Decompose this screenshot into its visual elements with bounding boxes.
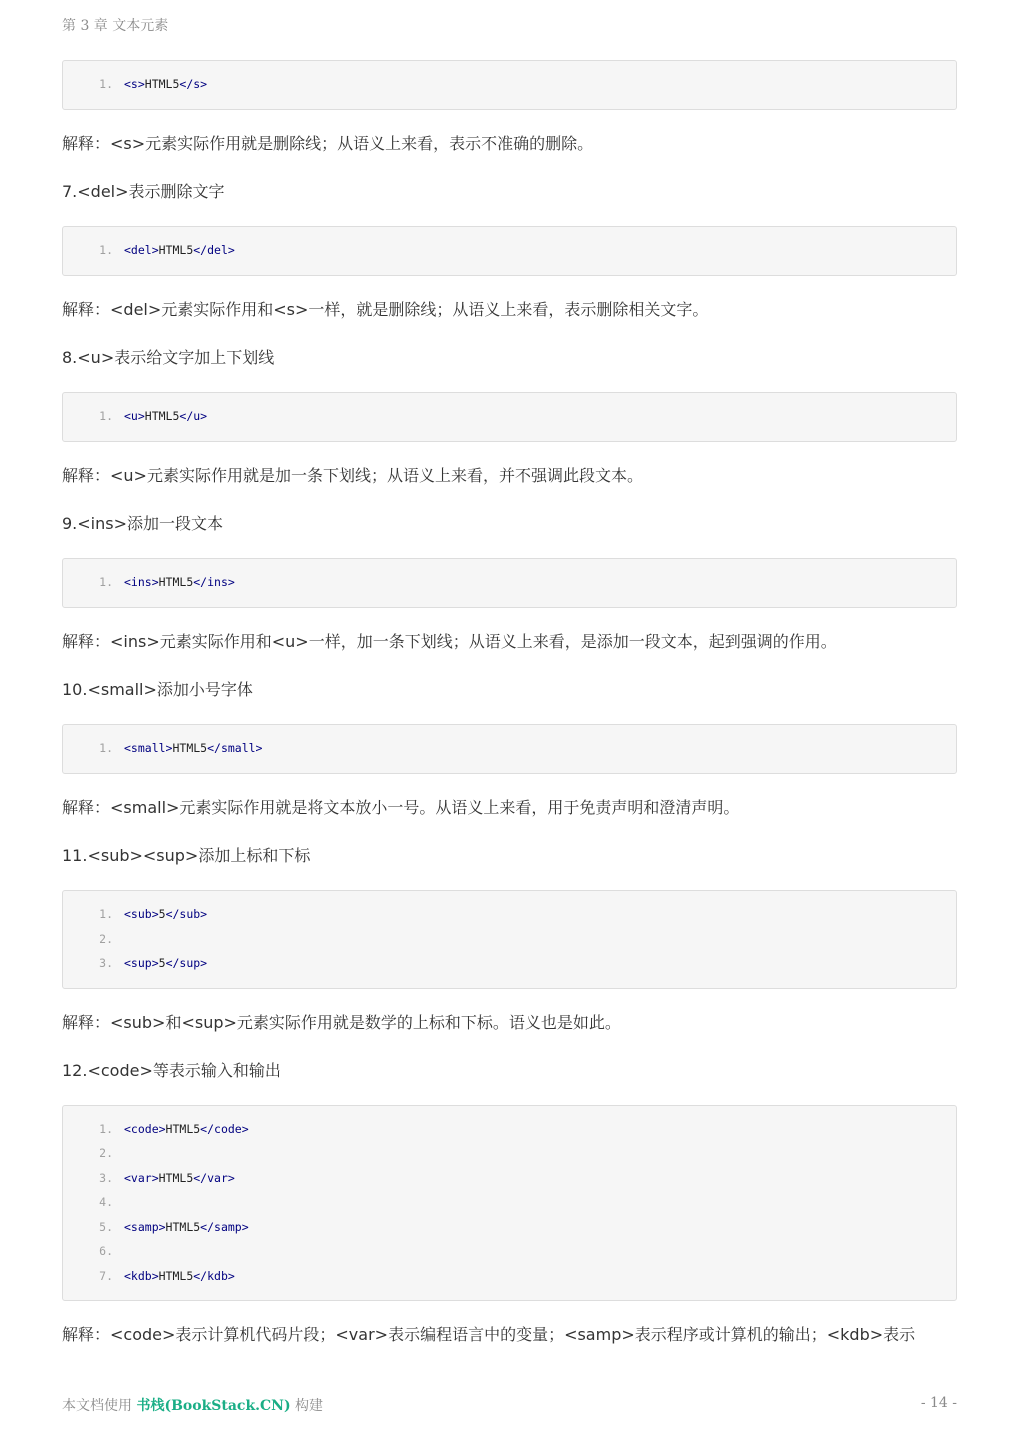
code-text: HTML5 bbox=[158, 1170, 194, 1185]
explanation-paragraph: 解释：<s>元素实际作用就是删除线；从语义上来看，表示不准确的删除。 bbox=[62, 134, 594, 153]
code-tag: <kdb> bbox=[124, 1268, 159, 1283]
code-tag: <code> bbox=[124, 1121, 166, 1136]
code-tag: </code> bbox=[200, 1121, 249, 1136]
code-tag: <u> bbox=[124, 409, 145, 423]
section-heading: 10.<small>添加小号字体 bbox=[62, 680, 253, 699]
code-block bbox=[62, 558, 957, 608]
code-line bbox=[63, 1141, 956, 1166]
code-tag: </u> bbox=[179, 409, 208, 423]
section-heading: 12.<code>等表示输入和输出 bbox=[62, 1060, 281, 1080]
line-number: 3. bbox=[99, 1170, 113, 1185]
code-block bbox=[62, 1105, 957, 1302]
line-number: 1. bbox=[99, 77, 113, 91]
code-tag: </sub> bbox=[165, 907, 208, 921]
code-text: HTML5 bbox=[172, 741, 208, 755]
code-text: 5 bbox=[158, 956, 166, 970]
code-line bbox=[63, 927, 956, 952]
code-tag: </s> bbox=[179, 77, 208, 91]
code-tag: <ins> bbox=[124, 575, 159, 589]
line-number: 1. bbox=[99, 575, 113, 589]
code-line bbox=[63, 404, 956, 429]
code-block bbox=[62, 724, 957, 774]
explanation-paragraph: 解释：<ins>元素实际作用和<u>一样，加一条下划线；从语义上来看，是添加一段文本，起到强调的作用。 bbox=[62, 632, 837, 651]
bookstack-link[interactable]: 书栈(BookStack.CN) bbox=[136, 1398, 291, 1414]
code-line bbox=[63, 1239, 956, 1264]
line-number: 7. bbox=[99, 1268, 113, 1283]
code-tag: <del> bbox=[124, 243, 159, 257]
code-tag: <samp> bbox=[124, 1219, 166, 1234]
document-content bbox=[62, 60, 957, 1369]
explanation-paragraph: 解释：<code>表示计算机代码片段；<var>表示编程语言中的变量；<samp>表示程序或计算机的输出；<kdb>表示 bbox=[62, 1325, 916, 1344]
line-number: 2. bbox=[99, 931, 113, 946]
code-text: HTML5 bbox=[144, 409, 180, 423]
code-tag: <var> bbox=[124, 1170, 159, 1185]
code-tag: </del> bbox=[193, 243, 235, 257]
code-tag: </var> bbox=[193, 1170, 235, 1185]
line-number: 1. bbox=[99, 1121, 113, 1136]
explanation-paragraph: 解释：<small>元素实际作用就是将文本放小一号。从语义上来看，用于免责声明和澄清声明。 bbox=[62, 798, 740, 817]
code-line bbox=[63, 238, 956, 263]
code-tag: </kdb> bbox=[193, 1268, 235, 1283]
code-line bbox=[63, 902, 956, 927]
code-tag: <s> bbox=[124, 77, 145, 91]
footer-credit bbox=[62, 1395, 323, 1415]
code-block bbox=[62, 226, 957, 276]
code-tag: </ins> bbox=[193, 575, 235, 589]
footer-prefix: 本文档使用 bbox=[62, 1398, 137, 1414]
line-number: 4. bbox=[99, 1195, 113, 1209]
section-heading: 11.<sub><sup>添加上标和下标 bbox=[62, 846, 311, 865]
line-number: 1. bbox=[99, 907, 113, 921]
explanation-paragraph: 解释：<sub>和<sup>元素实际作用就是数学的上标和下标。语义也是如此。 bbox=[62, 1012, 621, 1032]
code-tag: </samp> bbox=[200, 1219, 249, 1234]
code-line bbox=[63, 1117, 956, 1142]
code-line bbox=[63, 1264, 956, 1289]
code-line bbox=[63, 1190, 956, 1215]
code-text: HTML5 bbox=[165, 1121, 201, 1136]
line-number: 6. bbox=[99, 1244, 113, 1258]
line-number: 1. bbox=[99, 409, 113, 423]
line-number: 1. bbox=[99, 741, 113, 755]
code-line bbox=[63, 951, 956, 976]
section-heading: 7.<del>表示删除文字 bbox=[62, 182, 225, 201]
code-block bbox=[62, 60, 957, 110]
line-number: 3. bbox=[99, 956, 113, 970]
footer-suffix: 构建 bbox=[290, 1398, 324, 1414]
line-number: 2. bbox=[99, 1146, 113, 1160]
chapter-header: 第 3 章 文本元素 bbox=[62, 18, 169, 34]
section-heading: 8.<u>表示给文字加上下划线 bbox=[62, 348, 275, 367]
explanation-paragraph: 解释：<del>元素实际作用和<s>一样，就是删除线；从语义上来看，表示删除相关文字。 bbox=[62, 300, 709, 319]
code-line bbox=[63, 570, 956, 595]
explanation-paragraph: 解释：<u>元素实际作用就是加一条下划线；从语义上来看，并不强调此段文本。 bbox=[62, 466, 643, 485]
code-block bbox=[62, 890, 957, 989]
page-number: - 14 - bbox=[920, 1395, 957, 1411]
code-tag: <sup> bbox=[124, 956, 159, 970]
code-text: HTML5 bbox=[165, 1219, 201, 1234]
code-text: 5 bbox=[158, 907, 166, 921]
code-text: HTML5 bbox=[158, 1268, 194, 1283]
code-text: HTML5 bbox=[158, 243, 194, 257]
line-number: 1. bbox=[99, 243, 113, 257]
code-tag: </small> bbox=[207, 741, 263, 755]
code-line bbox=[63, 72, 956, 97]
section-heading: 9.<ins>添加一段文本 bbox=[62, 514, 224, 533]
code-text: HTML5 bbox=[144, 77, 180, 91]
code-tag: <small> bbox=[124, 741, 173, 755]
line-number: 5. bbox=[99, 1219, 113, 1234]
code-block bbox=[62, 392, 957, 442]
code-tag: <sub> bbox=[124, 907, 159, 921]
code-line bbox=[63, 1215, 956, 1240]
code-line bbox=[63, 736, 956, 761]
code-line bbox=[63, 1166, 956, 1191]
code-text: HTML5 bbox=[158, 575, 194, 589]
code-tag: </sup> bbox=[165, 956, 208, 970]
